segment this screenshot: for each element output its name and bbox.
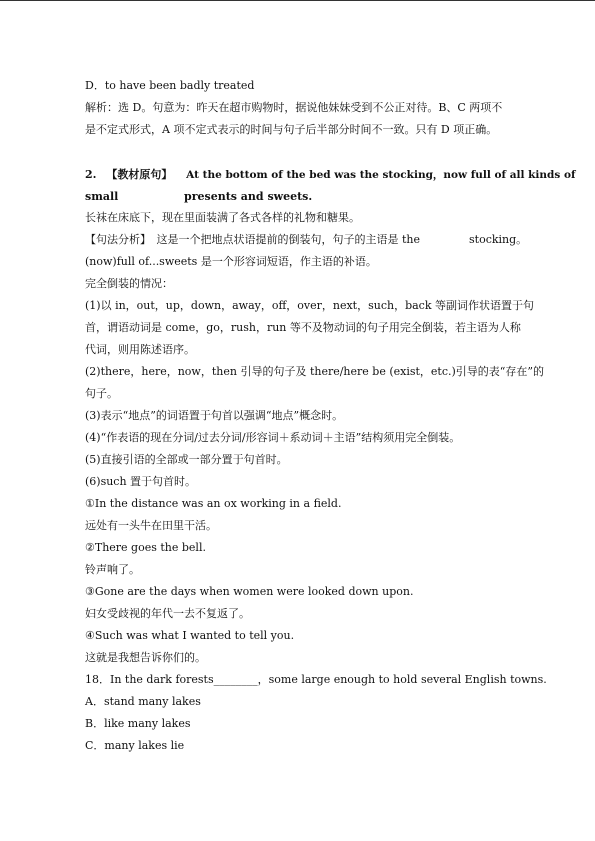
syntax-analysis-text: 【句法分析】 这是一个把地点状语提前的倒装句，句子的主语是 the [85, 233, 421, 246]
option-d: D．to have been badly treated [85, 79, 255, 92]
syntax-analysis-line-2: (now)full of...sweets 是一个形容词短语，作主语的补语。 [85, 255, 377, 268]
rule-1-line-2: 首，谓语动词是 come，go，rush，run 等不及物动词的句子用完全倒装，若主语为人称 [85, 321, 521, 334]
source-sentence-word: small [85, 190, 119, 203]
rule-5: (5)直接引语的全部或一部分置于句首时。 [85, 453, 288, 466]
question-18-option-b: B．like many lakes [85, 717, 191, 730]
source-sentence-part2: presents and sweets. [184, 190, 313, 203]
example-4-zh: 这就是我想告诉你们的。 [85, 651, 206, 664]
analysis-line-1: 解析：选 D。句意为：昨天在超市购物时，据说他妹妹受到不公正对待。B、C 两项不 [85, 101, 503, 114]
source-translation: 长袜在床底下，现在里面装满了各式各样的礼物和糖果。 [85, 211, 360, 224]
example-1-en: ①In the distance was an ox working in a field. [85, 497, 342, 510]
inversion-heading: 完全倒装的情况： [85, 277, 173, 290]
example-4-en: ④Such was what I wanted to tell you. [85, 629, 295, 642]
item-2-heading [85, 168, 575, 182]
syntax-analysis-line-1 [85, 233, 527, 247]
item-number: 2. [85, 168, 97, 181]
item-2-heading-cont [85, 190, 312, 204]
rule-1-line-1: (1)以 in，out，up，down，away，off，over，next，such，back 等副词作状语置于句 [85, 299, 535, 312]
example-2-en: ②There goes the bell. [85, 541, 206, 554]
question-18-option-a: A．stand many lakes [85, 695, 201, 708]
example-1-zh: 远处有一头牛在田里干活。 [85, 519, 217, 532]
header-rule [0, 0, 595, 1]
rule-2-line-1: (2)there，here，now，then 引导的句子及 there/here be (exist，etc.)引导的表“存在”的 [85, 365, 545, 378]
rule-2-line-2: 句子。 [85, 387, 118, 400]
question-18-option-c: C．many lakes lie [85, 739, 185, 752]
rule-1-line-3: 代词，则用陈述语序。 [85, 343, 195, 356]
example-3-en: ③Gone are the days when women were looked down upon. [85, 585, 414, 598]
analysis-line-2: 是不定式形式，A 项不定式表示的时间与句子后半部分时间不一致。只有 D 项正确。 [85, 123, 498, 136]
rule-4: (4)“作表语的现在分词/过去分词/形容词＋系动词＋主语”结构须用完全倒装。 [85, 431, 461, 444]
source-tag: 【教材原句】 [106, 168, 173, 181]
rule-6: (6)such 置于句首时。 [85, 475, 197, 488]
question-18-stem: 18．In the dark forests________，some large enough to hold several English towns. [85, 673, 547, 686]
example-2-zh: 铃声响了。 [85, 563, 140, 576]
example-3-zh: 妇女受歧视的年代一去不复返了。 [85, 607, 250, 620]
source-sentence-part1: At the bottom of the bed was the stocking，now full of all kinds of [186, 169, 576, 181]
syntax-analysis-subject: stocking。 [469, 233, 528, 246]
rule-3: (3)表示“地点”的词语置于句首以强调“地点”概念时。 [85, 409, 344, 422]
